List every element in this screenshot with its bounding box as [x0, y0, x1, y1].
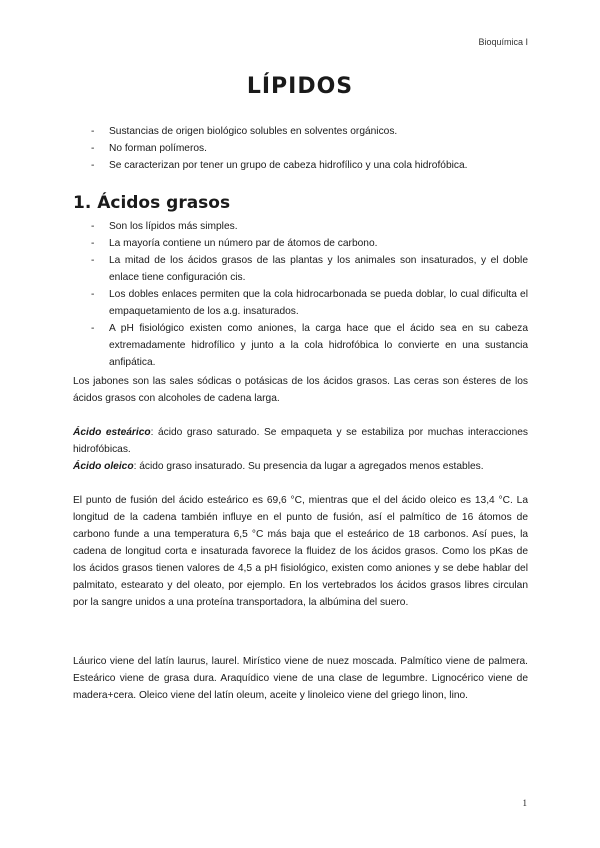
- list-item: - Los dobles enlaces permiten que la cola hidrocarbonada se pueda doblar, lo cual dificulta el empaquetamiento de los a.g. insaturados.: [73, 286, 528, 320]
- list-item: - Se caracterizan por tener un grupo de cabeza hidrofílico y una cola hidrofóbica.: [73, 157, 528, 174]
- page-header: Bioquímica I: [478, 37, 528, 47]
- soaps-paragraph: Los jabones son las sales sódicas o potásicas de los ácidos grasos. Las ceras son ésteres de los ácidos grasos con alcoholes de cadena larga.: [73, 376, 528, 404]
- section-heading: 1. Ácidos grasos: [73, 193, 231, 213]
- page-title: LÍPIDOS: [246, 74, 354, 99]
- intro-list: [73, 123, 528, 174]
- list-item: - Sustancias de origen biológico solubles en solventes orgánicos.: [73, 123, 528, 140]
- oleic-term: Ácido oleico: [73, 461, 134, 472]
- stearic-definition: [73, 424, 528, 458]
- fatty-acids-list: [73, 218, 528, 371]
- list-item: - La mitad de los ácidos grasos de las plantas y los animales son insaturados, y el doble enlace tiene configuración cis.: [73, 252, 528, 286]
- stearic-text: : ácido graso saturado. Se empaqueta y se estabiliza por muchas interacciones hidrofóbicas.: [73, 427, 528, 455]
- list-item: - La mayoría contiene un número par de átomos de carbono.: [73, 235, 528, 252]
- oleic-definition: [73, 458, 528, 475]
- etymology-paragraph: Láurico viene del latín laurus, laurel. Mirístico viene de nuez moscada. Palmítico viene de palmera. Esteárico viene de grasa dura. Araquídico viene de una clase de legumbre. Lignocérico viene de madera+cera. Oleico viene del latín oleum, aceite y linoleico viene del griego linon, lino.: [73, 656, 528, 701]
- list-item: - No forman polímeros.: [73, 140, 528, 157]
- page-number: 1: [522, 798, 527, 808]
- stearic-term: Ácido esteárico: [73, 427, 151, 438]
- definitions-block: [73, 424, 528, 475]
- list-item: - A pH fisiológico existen como aniones, la carga hace que el ácido sea en su cabeza extremadamente hidrofílico y junto a la cola hidrofóbica lo convierte en una sustancia anfipática.: [73, 320, 528, 371]
- list-item: - Son los lípidos más simples.: [73, 218, 528, 235]
- melting-point-paragraph: El punto de fusión del ácido esteárico es 69,6 °C, mientras que el del ácido oleico es 13,4 °C. La longitud de la cadena también influye en el punto de fusión, así el palmítico de 16 átomos de carbono funde a una temperatura 6,5 °C más baja que el esteárico de 18 carbonos. Así pues, la cadena de longitud corta e insaturada favorece la fluidez de los ácidos grasos. Como los pKas de los ácidos grasos tienen valores de 4,5 a pH fisiológico, existen como aniones y se debe hablar del palmitato, estearato y del oleato, por ejemplo. En los vertebrados los ácidos grasos libres circulan por la sangre unidos a una proteína transportadora, la albúmina del suero.: [73, 495, 528, 608]
- oleic-text: : ácido graso insaturado. Su presencia da lugar a agregados menos estables.: [133, 461, 484, 472]
